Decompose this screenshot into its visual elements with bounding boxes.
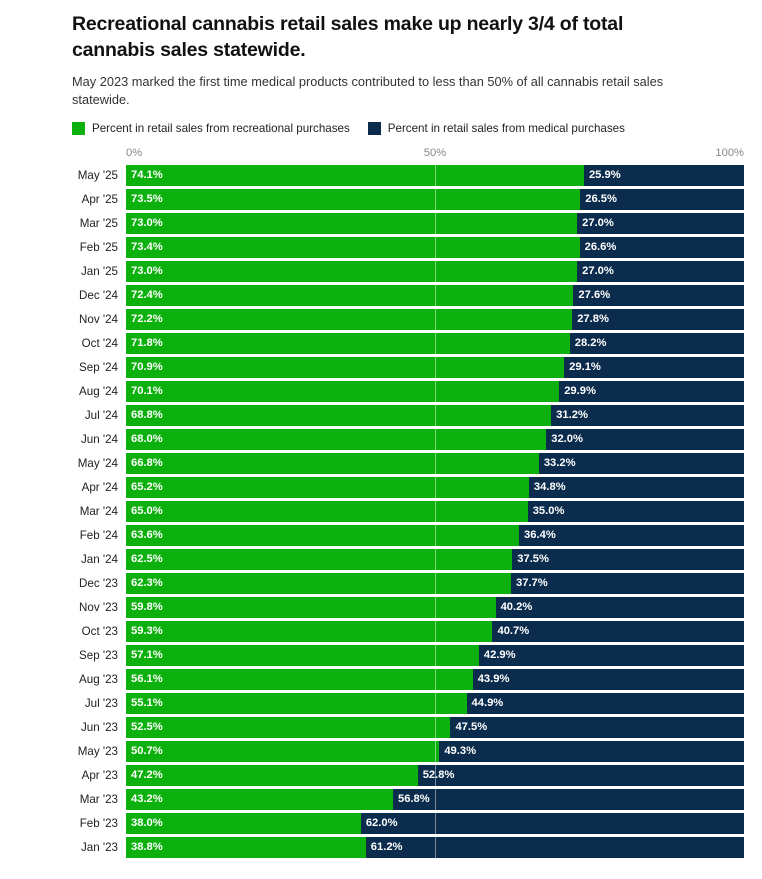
chart-legend (72, 122, 744, 135)
bar-value-recreational: 56.1% (131, 673, 163, 685)
bar-track (126, 261, 744, 282)
bar-segment-recreational (126, 669, 473, 690)
bar-track (126, 189, 744, 210)
bar-segment-medical (546, 429, 744, 450)
bar-track (126, 501, 744, 522)
bar-rows (77, 163, 744, 859)
bar-track (126, 717, 744, 738)
bar-segment-medical (564, 357, 744, 378)
bar-value-medical: 27.0% (582, 217, 614, 229)
bar-row (79, 811, 744, 835)
bar-row-label: Nov '24 (79, 312, 118, 326)
bar-row (84, 691, 744, 715)
bar-row (77, 451, 744, 475)
bar-segment-medical (551, 405, 744, 426)
bar-row (79, 787, 744, 811)
bar-value-medical: 27.8% (577, 313, 609, 325)
bar-segment-medical (450, 717, 744, 738)
bar-row-label: Oct '23 (81, 624, 118, 638)
bar-track (126, 453, 744, 474)
bar-value-recreational: 73.0% (131, 217, 163, 229)
bar-row-label: Apr '25 (81, 192, 118, 206)
bar-segment-medical (559, 381, 744, 402)
bar-track (126, 213, 744, 234)
bar-segment-medical (573, 285, 744, 306)
bar-row-label: Apr '23 (81, 768, 118, 782)
bar-row (80, 835, 744, 859)
bar-row (81, 619, 744, 643)
bar-segment-medical (580, 237, 744, 258)
bar-segment-recreational (126, 357, 564, 378)
bar-segment-recreational (126, 717, 450, 738)
chart-subtitle: May 2023 marked the first time medical products contributed to less than 50% of all cannabis retail sales statewide. (72, 74, 664, 107)
bar-track (126, 597, 744, 618)
bar-segment-recreational (126, 621, 492, 642)
legend-swatch-medical (368, 122, 381, 135)
bar-row-label: Apr '24 (81, 480, 118, 494)
page-title: Recreational cannabis retail sales make up nearly 3/4 of total cannabis sales statewide. (72, 13, 624, 61)
bar-value-medical: 37.7% (516, 577, 548, 589)
bar-row-label: May '23 (77, 744, 118, 758)
bar-segment-recreational (126, 405, 551, 426)
bar-track (126, 837, 744, 858)
bar-value-recreational: 72.2% (131, 313, 163, 325)
bar-segment-medical (418, 765, 744, 786)
bar-segment-recreational (126, 333, 570, 354)
legend-swatch-recreational (72, 122, 85, 135)
bar-value-recreational: 68.0% (131, 433, 163, 445)
bar-segment-recreational (126, 309, 572, 330)
bar-row-label: Feb '24 (79, 528, 118, 542)
bar-value-medical: 27.6% (578, 289, 611, 301)
bar-segment-medical (529, 477, 744, 498)
bar-value-recreational: 70.1% (131, 385, 163, 397)
bar-row-label: Aug '24 (79, 384, 118, 398)
bar-track (126, 357, 744, 378)
bar-value-recreational: 62.3% (131, 577, 163, 589)
bar-track (126, 237, 744, 258)
bar-row-label: Oct '24 (81, 336, 118, 350)
bar-segment-recreational (126, 477, 529, 498)
bar-segment-recreational (126, 525, 519, 546)
bar-track (126, 525, 744, 546)
bar-row-label: Sep '24 (79, 360, 118, 374)
bar-segment-recreational (126, 189, 580, 210)
bar-track (126, 549, 744, 570)
bar-track (126, 381, 744, 402)
bar-track (126, 693, 744, 714)
bar-value-recreational: 73.5% (131, 193, 163, 205)
bar-value-medical: 29.9% (564, 385, 596, 397)
bar-value-medical: 25.9% (588, 169, 621, 181)
bar-value-recreational: 47.2% (131, 769, 163, 781)
bar-value-medical: 27.0% (582, 265, 614, 277)
bar-segment-recreational (126, 789, 393, 810)
bar-value-recreational: 68.8% (131, 409, 163, 421)
bar-value-recreational: 65.2% (131, 481, 163, 493)
bar-row (77, 163, 744, 187)
bar-segment-medical (439, 741, 744, 762)
bar-row (79, 595, 744, 619)
bar-track (126, 813, 744, 834)
bar-row (79, 643, 744, 667)
bar-row (81, 187, 744, 211)
bar-row-label: Dec '23 (79, 576, 118, 590)
bar-row (79, 307, 744, 331)
bar-value-medical: 52.8% (422, 769, 455, 781)
bar-row-label: Jul '23 (84, 696, 118, 710)
bar-value-medical: 40.7% (497, 625, 530, 637)
bar-value-recreational: 52.5% (131, 721, 163, 733)
bar-row-label: Mar '23 (79, 792, 118, 806)
bar-value-medical: 34.8% (533, 481, 566, 493)
bar-segment-recreational (126, 453, 539, 474)
bar-track (126, 165, 744, 186)
bar-row-label: Mar '25 (79, 216, 118, 230)
legend-item-recreational (72, 122, 350, 135)
bar-row-label: May '24 (77, 456, 118, 470)
bar-segment-recreational (126, 285, 573, 306)
bar-row-label: Mar '24 (79, 504, 118, 518)
bar-track (126, 741, 744, 762)
bar-segment-recreational (126, 237, 580, 258)
bar-segment-recreational (126, 765, 418, 786)
bar-row (79, 571, 744, 595)
bar-segment-medical (519, 525, 744, 546)
bar-value-medical: 49.3% (444, 745, 477, 757)
bar-value-medical: 44.9% (471, 697, 504, 709)
bar-value-medical: 42.9% (483, 649, 516, 661)
bar-segment-recreational (126, 837, 366, 858)
bar-value-recreational: 72.4% (131, 289, 163, 301)
legend-item-medical (368, 122, 625, 135)
bar-row-label: Nov '23 (79, 600, 118, 614)
bar-segment-medical (528, 501, 744, 522)
bar-row (80, 547, 744, 571)
bar-row (79, 523, 744, 547)
bar-segment-medical (366, 837, 744, 858)
bar-value-recreational: 38.0% (131, 817, 163, 829)
bar-value-medical: 33.2% (543, 457, 576, 469)
bar-row-label: Jul '24 (84, 408, 118, 422)
bar-row (81, 475, 744, 499)
bar-row (77, 739, 744, 763)
bar-segment-recreational (126, 573, 511, 594)
bar-track (126, 429, 744, 450)
bar-row (81, 763, 744, 787)
x-axis (126, 147, 744, 163)
bar-segment-recreational (126, 213, 577, 234)
bar-row-label: Feb '25 (79, 240, 118, 254)
bar-segment-recreational (126, 381, 559, 402)
bar-segment-medical (492, 621, 744, 642)
bar-segment-medical (473, 669, 744, 690)
bar-segment-recreational (126, 693, 467, 714)
bar-value-medical: 35.0% (532, 505, 565, 517)
bar-track (126, 333, 744, 354)
bar-segment-medical (361, 813, 744, 834)
bar-value-medical: 29.1% (569, 361, 601, 373)
bar-row (80, 427, 744, 451)
bar-value-recreational: 50.7% (131, 745, 163, 757)
bar-segment-recreational (126, 429, 546, 450)
bar-row (80, 715, 744, 739)
x-axis-tick-100: 100% (715, 147, 744, 159)
bar-value-recreational: 59.8% (131, 601, 163, 613)
bar-value-medical: 37.5% (517, 553, 549, 565)
bar-segment-medical (511, 573, 744, 594)
bar-value-recreational: 55.1% (131, 697, 163, 709)
bar-row (79, 235, 744, 259)
bar-value-medical: 26.5% (585, 193, 617, 205)
bar-segment-recreational (126, 549, 512, 570)
bar-row-label: Jan '25 (80, 264, 118, 278)
bar-segment-medical (570, 333, 744, 354)
bar-row-label: Aug '23 (79, 672, 118, 686)
bar-value-recreational: 71.8% (131, 337, 163, 349)
bar-segment-medical (479, 645, 744, 666)
bar-segment-medical (584, 165, 744, 186)
bar-row (79, 211, 744, 235)
bar-value-recreational: 57.1% (131, 649, 163, 661)
bar-segment-medical (393, 789, 744, 810)
bar-segment-recreational (126, 261, 577, 282)
bar-track (126, 669, 744, 690)
bar-value-recreational: 63.6% (131, 529, 163, 541)
bar-row (79, 499, 744, 523)
bar-value-recreational: 70.9% (131, 361, 163, 373)
bar-value-medical: 36.4% (524, 529, 556, 541)
x-axis-tick-50: 50% (423, 147, 447, 159)
bar-value-medical: 56.8% (397, 793, 430, 805)
bar-row-label: Dec '24 (79, 288, 118, 302)
bar-segment-medical (467, 693, 744, 714)
bar-value-medical: 26.6% (584, 241, 617, 253)
bar-value-recreational: 59.3% (131, 625, 163, 637)
bar-value-recreational: 73.4% (131, 241, 163, 253)
bar-value-medical: 47.5% (455, 721, 488, 733)
bar-segment-medical (577, 213, 744, 234)
chart-plot-area (72, 147, 744, 859)
bar-row (84, 403, 744, 427)
bar-value-medical: 61.2% (370, 841, 403, 853)
bar-row-label: Jan '24 (80, 552, 118, 566)
bar-segment-recreational (126, 813, 361, 834)
legend-label-medical: Percent in retail sales from medical purchases (387, 122, 625, 135)
bar-row (80, 259, 744, 283)
bar-row-label: Jun '23 (80, 720, 118, 734)
bar-value-medical: 28.2% (574, 337, 607, 349)
bar-value-recreational: 65.0% (131, 505, 163, 517)
bar-segment-medical (580, 189, 744, 210)
bar-row (81, 331, 744, 355)
bar-row-label: Jun '24 (80, 432, 118, 446)
bar-track (126, 765, 744, 786)
x-axis-tick-0: 0% (126, 147, 143, 159)
bar-value-medical: 31.2% (556, 409, 588, 421)
bar-segment-recreational (126, 165, 584, 186)
bar-segment-medical (577, 261, 744, 282)
bar-row (79, 667, 744, 691)
bar-track (126, 645, 744, 666)
bar-track (126, 573, 744, 594)
bar-segment-medical (539, 453, 744, 474)
bar-track (126, 789, 744, 810)
bar-row-label: Jan '23 (80, 840, 118, 854)
bar-value-recreational: 43.2% (131, 793, 163, 805)
bar-segment-recreational (126, 645, 479, 666)
bar-segment-medical (512, 549, 744, 570)
bar-row-label: Sep '23 (79, 648, 118, 662)
bar-value-recreational: 62.5% (131, 553, 163, 565)
bar-track (126, 405, 744, 426)
bar-row (79, 283, 744, 307)
bar-value-medical: 43.9% (477, 673, 510, 685)
legend-label-recreational: Percent in retail sales from recreational purchases (92, 122, 350, 135)
bar-track (126, 309, 744, 330)
bar-value-medical: 40.2% (500, 601, 533, 613)
bar-value-medical: 32.0% (551, 433, 583, 445)
bar-row (79, 355, 744, 379)
bar-track (126, 285, 744, 306)
bar-segment-recreational (126, 501, 528, 522)
bar-value-recreational: 38.8% (131, 841, 163, 853)
bar-value-recreational: 73.0% (131, 265, 163, 277)
bar-track (126, 477, 744, 498)
bar-segment-medical (496, 597, 744, 618)
bar-segment-recreational (126, 597, 496, 618)
bar-row-label: May '25 (77, 168, 118, 182)
bar-value-recreational: 74.1% (131, 169, 163, 181)
bar-segment-medical (572, 309, 744, 330)
bar-row (79, 379, 744, 403)
bar-segment-recreational (126, 741, 439, 762)
bar-value-recreational: 66.8% (131, 457, 163, 469)
bar-row-label: Feb '23 (79, 816, 118, 830)
bar-value-medical: 62.0% (365, 817, 398, 829)
bar-track (126, 621, 744, 642)
